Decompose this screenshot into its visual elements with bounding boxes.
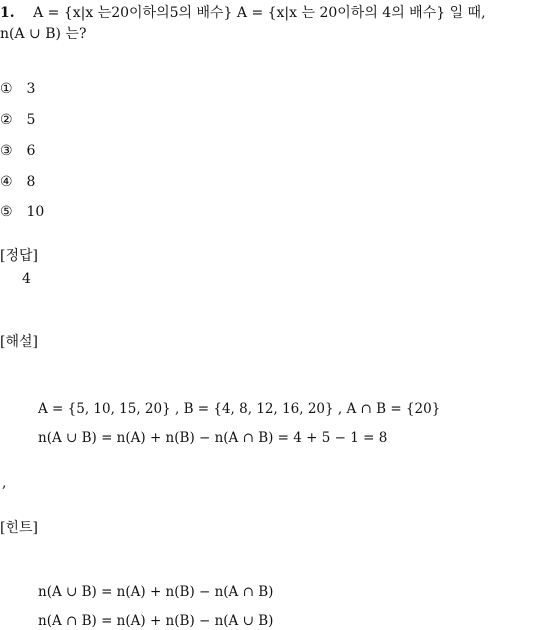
question-line-2: n(A ∪ B) 는? [0,26,87,42]
choice-3[interactable] [0,143,35,159]
solution-line-1: A = {5, 10, 15, 20} , B = {4, 8, 12, 16, 20} , A ∩ B = {20} [38,401,441,417]
choice-mark: ④ [0,174,13,190]
choice-2[interactable] [0,112,35,128]
hint-line-1: n(A ∪ B) = n(A) + n(B) − n(A ∩ B) [38,584,274,600]
choice-mark: ③ [0,143,13,159]
choice-4[interactable] [0,174,35,190]
choice-value: 5 [26,112,36,128]
answer-value: 4 [22,271,31,287]
question-line-1 [0,2,486,22]
choice-mark: ② [0,112,13,128]
solution-label: [해설] [0,334,38,350]
choice-mark: ① [0,81,13,97]
solution-trailing: , [2,475,7,491]
hint-line-2: n(A ∩ B) = n(A) + n(B) − n(A ∪ B) [38,613,274,629]
choice-value: 8 [26,174,36,190]
choice-mark: ⑤ [0,204,13,220]
question-number: 1. [0,5,15,21]
choice-5[interactable] [0,204,44,220]
choice-value: 6 [26,143,36,159]
choice-1[interactable] [0,81,35,97]
choice-value: 3 [26,81,36,97]
hint-label: [힌트] [0,520,38,536]
solution-line-2: n(A ∪ B) = n(A) + n(B) − n(A ∩ B) = 4 + 5 − 1 = 8 [38,430,388,446]
answer-label: [정답] [0,248,38,264]
question-text: A = {x|x 는20이하의5의 배수} A = {x|x 는 20이하의 4의 배수} 일 때, [33,5,486,21]
choice-value: 10 [26,204,45,220]
